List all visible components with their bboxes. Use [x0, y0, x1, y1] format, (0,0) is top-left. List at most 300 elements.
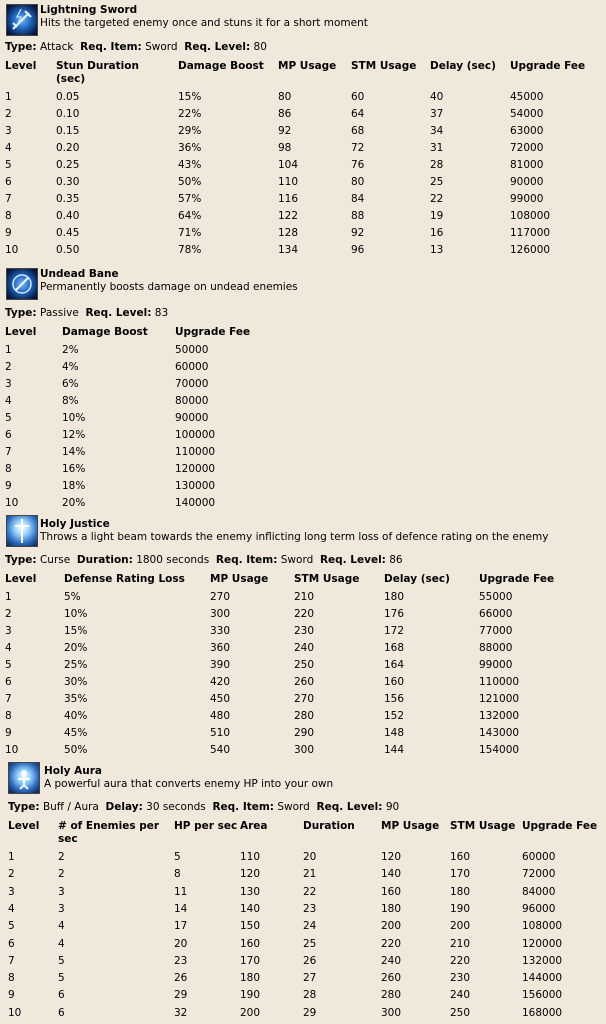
table-cell: 29 — [174, 989, 188, 1002]
table-cell: 90000 — [510, 176, 544, 188]
table-cell: 126000 — [510, 244, 551, 256]
table-cell: 0.40 — [56, 210, 80, 222]
table-cell: 240 — [381, 954, 402, 967]
skill-meta — [5, 554, 403, 566]
table-cell: 240 — [450, 989, 471, 1002]
table-cell: 43% — [178, 159, 202, 171]
table-cell: 64% — [178, 210, 202, 222]
table-cell: 84000 — [522, 885, 556, 898]
table-cell: 12% — [62, 429, 86, 441]
level-cell: 7 — [5, 693, 12, 705]
level-cell: 8 — [5, 210, 12, 222]
table-cell: 26 — [174, 972, 188, 985]
table-cell: 420 — [210, 676, 231, 688]
table-cell: 110 — [240, 851, 261, 863]
table-cell: 5 — [58, 972, 65, 985]
meta-label: Type: — [8, 801, 40, 813]
table-cell: 72 — [351, 142, 365, 154]
table-cell: 122 — [278, 210, 299, 222]
table-cell: 200 — [240, 1006, 261, 1019]
meta-value: 86 — [389, 554, 403, 566]
meta-label: Req. Item: — [215, 554, 278, 566]
table-cell: 0.20 — [56, 142, 80, 154]
meta-value: 1800 seconds — [136, 554, 210, 566]
table-cell: 140000 — [175, 497, 216, 509]
table-cell: 60000 — [175, 361, 209, 373]
meta-label: Type: — [5, 41, 37, 53]
table-cell: 230 — [294, 625, 315, 637]
meta-label: Delay: — [105, 801, 143, 813]
table-cell: 120 — [240, 868, 261, 881]
table-cell: 20% — [64, 642, 88, 654]
table-cell: 110 — [278, 176, 299, 188]
level-cell: 7 — [8, 954, 15, 967]
table-cell: 10% — [64, 608, 88, 620]
table-cell: 300 — [210, 608, 231, 620]
level-cell: 5 — [5, 659, 12, 671]
meta-label: Type: — [5, 554, 37, 566]
table-cell: 25% — [64, 659, 88, 671]
table-cell: 270 — [294, 693, 315, 705]
skill-description: Throws a light beam towards the enemy inflicting long term loss of defence rating on the enemy — [40, 531, 549, 543]
table-cell: 98 — [278, 142, 292, 154]
column-header: HP per sec — [174, 820, 238, 832]
table-cell: 60000 — [522, 851, 556, 863]
meta-label: Req. Level: — [184, 41, 251, 53]
table-cell: 290 — [294, 727, 315, 739]
table-cell: 45% — [64, 727, 88, 739]
level-cell: 5 — [5, 412, 12, 424]
meta-label: Req. Item: — [212, 801, 275, 813]
table-cell: 150 — [240, 920, 261, 933]
table-cell: 3 — [58, 902, 65, 915]
table-cell: 31 — [430, 142, 444, 154]
table-cell: 168 — [384, 642, 405, 654]
table-cell: 17 — [174, 920, 188, 933]
table-cell: 250 — [450, 1006, 471, 1019]
table-cell: 0.10 — [56, 108, 80, 120]
table-cell: 19 — [430, 210, 444, 222]
table-cell: 6 — [58, 1006, 65, 1019]
table-cell: 25 — [303, 937, 317, 950]
table-cell: 77000 — [479, 625, 513, 637]
column-header: Duration — [303, 820, 355, 832]
table-cell: 81000 — [510, 159, 544, 171]
level-cell: 2 — [8, 868, 15, 881]
table-cell: 510 — [210, 727, 231, 739]
table-cell: 164 — [384, 659, 405, 671]
column-header: MP Usage — [381, 820, 440, 832]
table-cell: 280 — [381, 989, 402, 1002]
table-cell: 110000 — [175, 446, 216, 458]
table-cell: 66000 — [479, 608, 513, 620]
level-cell: 10 — [5, 244, 19, 256]
table-cell: 300 — [294, 744, 315, 756]
table-cell: 20% — [62, 497, 86, 509]
table-cell: 20 — [303, 851, 317, 863]
table-cell: 4 — [58, 920, 65, 933]
table-cell: 160 — [381, 885, 402, 898]
level-cell: 2 — [5, 361, 12, 373]
table-cell: 270 — [210, 591, 231, 603]
table-cell: 121000 — [479, 693, 520, 705]
column-header: Upgrade Fee — [522, 820, 598, 832]
skill-meta — [8, 801, 399, 813]
level-cell: 10 — [5, 744, 19, 756]
table-cell: 72000 — [522, 868, 556, 881]
table-cell: 110000 — [479, 676, 520, 688]
table-cell: 5 — [174, 851, 181, 863]
table-cell: 30% — [64, 676, 88, 688]
table-cell: 240 — [294, 642, 315, 654]
table-cell: 140 — [240, 902, 261, 915]
table-cell: 120 — [381, 851, 402, 863]
level-cell: 6 — [5, 676, 12, 688]
holy-aura-icon — [8, 762, 40, 794]
table-cell: 70000 — [175, 378, 209, 390]
table-cell: 68 — [351, 125, 365, 137]
table-cell: 128 — [278, 227, 299, 239]
table-cell: 160 — [450, 851, 471, 863]
skill-description: A powerful aura that converts enemy HP into your own — [44, 778, 334, 790]
table-cell: 160 — [384, 676, 405, 688]
skill-name: Undead Bane — [40, 268, 119, 280]
table-cell: 18% — [62, 480, 86, 492]
meta-value: Sword — [145, 41, 178, 53]
level-cell: 9 — [5, 480, 12, 492]
level-cell: 8 — [8, 972, 15, 985]
level-cell: 4 — [5, 642, 12, 654]
table-cell: 96 — [351, 244, 365, 256]
table-cell: 540 — [210, 744, 231, 756]
table-cell: 23 — [303, 902, 317, 915]
table-cell: 27 — [303, 972, 317, 985]
table-cell: 90000 — [175, 412, 209, 424]
meta-value: Sword — [280, 554, 314, 566]
table-cell: 130 — [240, 885, 261, 898]
column-header: Level — [8, 820, 40, 832]
meta-label: Duration: — [76, 554, 133, 566]
level-cell: 2 — [5, 608, 12, 620]
table-cell: 92 — [278, 125, 292, 137]
table-cell: 360 — [210, 642, 231, 654]
skill-name: Lightning Sword — [40, 4, 138, 16]
level-cell: 1 — [5, 91, 12, 103]
table-cell: 5 — [58, 954, 65, 967]
table-cell: 132000 — [479, 710, 520, 722]
table-cell: 15% — [178, 91, 202, 103]
table-cell: 180 — [381, 902, 402, 915]
meta-value: 90 — [385, 801, 400, 813]
table-cell: 64 — [351, 108, 365, 120]
skill-description: Permanently boosts damage on undead enemies — [40, 281, 298, 293]
table-cell: 4% — [62, 361, 79, 373]
table-cell: 152 — [384, 710, 405, 722]
skill-meta — [5, 307, 168, 319]
table-cell: 156 — [384, 693, 405, 705]
level-cell: 3 — [8, 885, 15, 898]
level-cell: 1 — [8, 851, 15, 863]
table-cell: 168000 — [522, 1006, 563, 1019]
table-cell: 10% — [62, 412, 86, 424]
table-cell: 99000 — [510, 193, 544, 205]
table-cell: 190 — [240, 989, 261, 1002]
column-header: STM Usage — [294, 573, 360, 585]
table-cell: 156000 — [522, 989, 563, 1002]
table-cell: 172 — [384, 625, 405, 637]
table-cell: 148 — [384, 727, 405, 739]
meta-value: Attack — [39, 41, 74, 53]
meta-value: 83 — [154, 307, 169, 319]
table-cell: 29 — [303, 1006, 317, 1019]
table-cell: 0.35 — [56, 193, 80, 205]
table-cell: 13 — [430, 244, 444, 256]
level-cell: 5 — [5, 159, 12, 171]
table-cell: 0.45 — [56, 227, 80, 239]
table-cell: 63000 — [510, 125, 544, 137]
table-cell: 250 — [294, 659, 315, 671]
skill-name: Holy Aura — [44, 765, 102, 777]
level-cell: 10 — [5, 497, 19, 509]
meta-value: Curse — [39, 554, 71, 566]
table-cell: 144 — [384, 744, 405, 756]
table-cell: 120000 — [522, 937, 563, 950]
table-cell: 86 — [278, 108, 292, 120]
meta-label: Req. Level: — [319, 554, 386, 566]
table-cell: 8% — [62, 395, 79, 407]
level-cell: 9 — [5, 727, 12, 739]
level-cell: 10 — [8, 1006, 22, 1019]
table-cell: 92 — [351, 227, 365, 239]
table-cell: 11 — [174, 885, 188, 898]
table-cell: 40 — [430, 91, 444, 103]
level-cell: 5 — [8, 920, 15, 933]
table-cell: 132000 — [522, 954, 563, 967]
table-cell: 36% — [178, 142, 202, 154]
column-header: Upgrade Fee — [175, 326, 251, 338]
level-cell: 1 — [5, 344, 12, 356]
column-header: Upgrade Fee — [510, 60, 586, 72]
table-cell: 88 — [351, 210, 365, 222]
column-header: Damage Boost — [62, 326, 148, 338]
table-cell: 50000 — [175, 344, 209, 356]
meta-label: Type: — [5, 307, 37, 319]
level-cell: 4 — [5, 395, 12, 407]
level-cell: 9 — [5, 227, 12, 239]
table-cell: 88000 — [479, 642, 513, 654]
table-cell: 14 — [174, 902, 188, 915]
level-cell: 4 — [8, 902, 15, 915]
level-cell: 6 — [5, 429, 12, 441]
table-cell: 130000 — [175, 480, 216, 492]
skill-holy-aura — [0, 762, 606, 1024]
holy-justice-icon — [6, 515, 38, 547]
table-cell: 180 — [384, 591, 405, 603]
column-header: MP Usage — [278, 60, 337, 72]
table-cell: 14% — [62, 446, 86, 458]
table-cell: 6% — [62, 378, 79, 390]
table-cell: 108000 — [510, 210, 551, 222]
table-cell: 22 — [303, 885, 317, 898]
table-cell: 134 — [278, 244, 299, 256]
table-cell: 154000 — [479, 744, 520, 756]
level-cell: 3 — [5, 125, 12, 137]
level-cell: 7 — [5, 193, 12, 205]
table-cell: 480 — [210, 710, 231, 722]
column-header: # of Enemies per sec — [58, 820, 160, 845]
table-cell: 55000 — [479, 591, 513, 603]
table-cell: 220 — [381, 937, 402, 950]
table-cell: 40% — [64, 710, 88, 722]
table-cell: 15% — [64, 625, 88, 637]
table-cell: 50% — [64, 744, 88, 756]
column-header: MP Usage — [210, 573, 269, 585]
table-cell: 16 — [430, 227, 444, 239]
table-cell: 104 — [278, 159, 299, 171]
table-cell: 20 — [174, 937, 188, 950]
table-cell: 280 — [294, 710, 315, 722]
table-cell: 140 — [381, 868, 402, 881]
table-cell: 4 — [58, 937, 65, 950]
table-cell: 84 — [351, 193, 365, 205]
table-cell: 96000 — [522, 902, 556, 915]
level-cell: 1 — [5, 591, 12, 603]
level-cell: 9 — [8, 989, 15, 1002]
table-cell: 180 — [240, 972, 261, 985]
table-cell: 100000 — [175, 429, 216, 441]
table-cell: 71% — [178, 227, 202, 239]
undead-bane-icon — [6, 268, 38, 300]
table-cell: 116 — [278, 193, 299, 205]
table-cell: 2 — [58, 851, 65, 863]
meta-label: Req. Level: — [316, 801, 383, 813]
table-cell: 200 — [450, 920, 471, 933]
level-cell: 3 — [5, 378, 12, 390]
table-cell: 60 — [351, 91, 365, 103]
table-cell: 0.30 — [56, 176, 80, 188]
meta-value: Buff / Aura — [42, 801, 99, 813]
meta-value: 30 seconds — [146, 801, 206, 813]
table-cell: 117000 — [510, 227, 551, 239]
table-cell: 170 — [240, 954, 261, 967]
level-cell: 8 — [5, 463, 12, 475]
table-cell: 80 — [351, 176, 365, 188]
level-cell: 3 — [5, 625, 12, 637]
table-cell: 22 — [430, 193, 444, 205]
level-cell: 6 — [8, 937, 15, 950]
table-cell: 210 — [450, 937, 471, 950]
table-cell: 3 — [58, 885, 65, 898]
table-cell: 0.05 — [56, 91, 80, 103]
meta-value: Sword — [277, 801, 310, 813]
table-cell: 0.15 — [56, 125, 80, 137]
column-header: Level — [5, 326, 37, 338]
skill-lightning-sword — [0, 4, 606, 262]
table-cell: 54000 — [510, 108, 544, 120]
table-cell: 76 — [351, 159, 365, 171]
meta-value: Passive — [39, 307, 79, 319]
column-header: Damage Boost — [178, 60, 264, 72]
column-header: Delay (sec) — [384, 573, 450, 585]
table-cell: 0.25 — [56, 159, 80, 171]
table-cell: 45000 — [510, 91, 544, 103]
column-header: Stun Duration (sec) — [56, 60, 139, 85]
table-cell: 220 — [294, 608, 315, 620]
table-cell: 230 — [450, 972, 471, 985]
table-cell: 190 — [450, 902, 471, 915]
table-cell: 260 — [294, 676, 315, 688]
table-cell: 390 — [210, 659, 231, 671]
table-cell: 25 — [430, 176, 444, 188]
table-cell: 220 — [450, 954, 471, 967]
table-cell: 21 — [303, 868, 317, 881]
table-cell: 450 — [210, 693, 231, 705]
table-cell: 26 — [303, 954, 317, 967]
table-cell: 176 — [384, 608, 405, 620]
table-cell: 37 — [430, 108, 444, 120]
column-header: STM Usage — [450, 820, 516, 832]
column-header: Area — [240, 820, 268, 832]
column-header: STM Usage — [351, 60, 417, 72]
table-cell: 2% — [62, 344, 79, 356]
table-cell: 6 — [58, 989, 65, 1002]
table-cell: 2 — [58, 868, 65, 881]
table-cell: 120000 — [175, 463, 216, 475]
table-cell: 29% — [178, 125, 202, 137]
skill-holy-justice — [0, 515, 606, 760]
table-cell: 108000 — [522, 920, 563, 933]
meta-label: Req. Item: — [80, 41, 142, 53]
table-cell: 50% — [178, 176, 202, 188]
table-cell: 80000 — [175, 395, 209, 407]
table-cell: 210 — [294, 591, 315, 603]
table-cell: 78% — [178, 244, 202, 256]
level-cell: 8 — [5, 710, 12, 722]
table-cell: 28 — [430, 159, 444, 171]
table-cell: 260 — [381, 972, 402, 985]
table-cell: 22% — [178, 108, 202, 120]
table-cell: 330 — [210, 625, 231, 637]
level-cell: 7 — [5, 446, 12, 458]
level-cell: 4 — [5, 142, 12, 154]
skill-description: Hits the targeted enemy once and stuns it for a short moment — [40, 17, 368, 29]
skill-undead-bane — [0, 268, 606, 513]
table-cell: 0.50 — [56, 244, 80, 256]
column-header: Level — [5, 573, 37, 585]
table-cell: 99000 — [479, 659, 513, 671]
table-cell: 34 — [430, 125, 444, 137]
level-cell: 6 — [5, 176, 12, 188]
table-cell: 160 — [240, 937, 261, 950]
table-cell: 16% — [62, 463, 86, 475]
skill-meta — [5, 41, 267, 53]
column-header: Defense Rating Loss — [64, 573, 185, 585]
table-cell: 28 — [303, 989, 317, 1002]
table-cell: 57% — [178, 193, 202, 205]
table-cell: 300 — [381, 1006, 402, 1019]
table-cell: 144000 — [522, 972, 563, 985]
meta-value: 80 — [253, 41, 267, 53]
table-cell: 143000 — [479, 727, 520, 739]
lightning-sword-icon — [6, 4, 38, 36]
meta-label: Req. Level: — [85, 307, 152, 319]
column-header: Level — [5, 60, 37, 72]
table-cell: 170 — [450, 868, 471, 881]
column-header: Delay (sec) — [430, 60, 496, 72]
table-cell: 72000 — [510, 142, 544, 154]
table-cell: 5% — [64, 591, 81, 603]
table-cell: 24 — [303, 920, 317, 933]
